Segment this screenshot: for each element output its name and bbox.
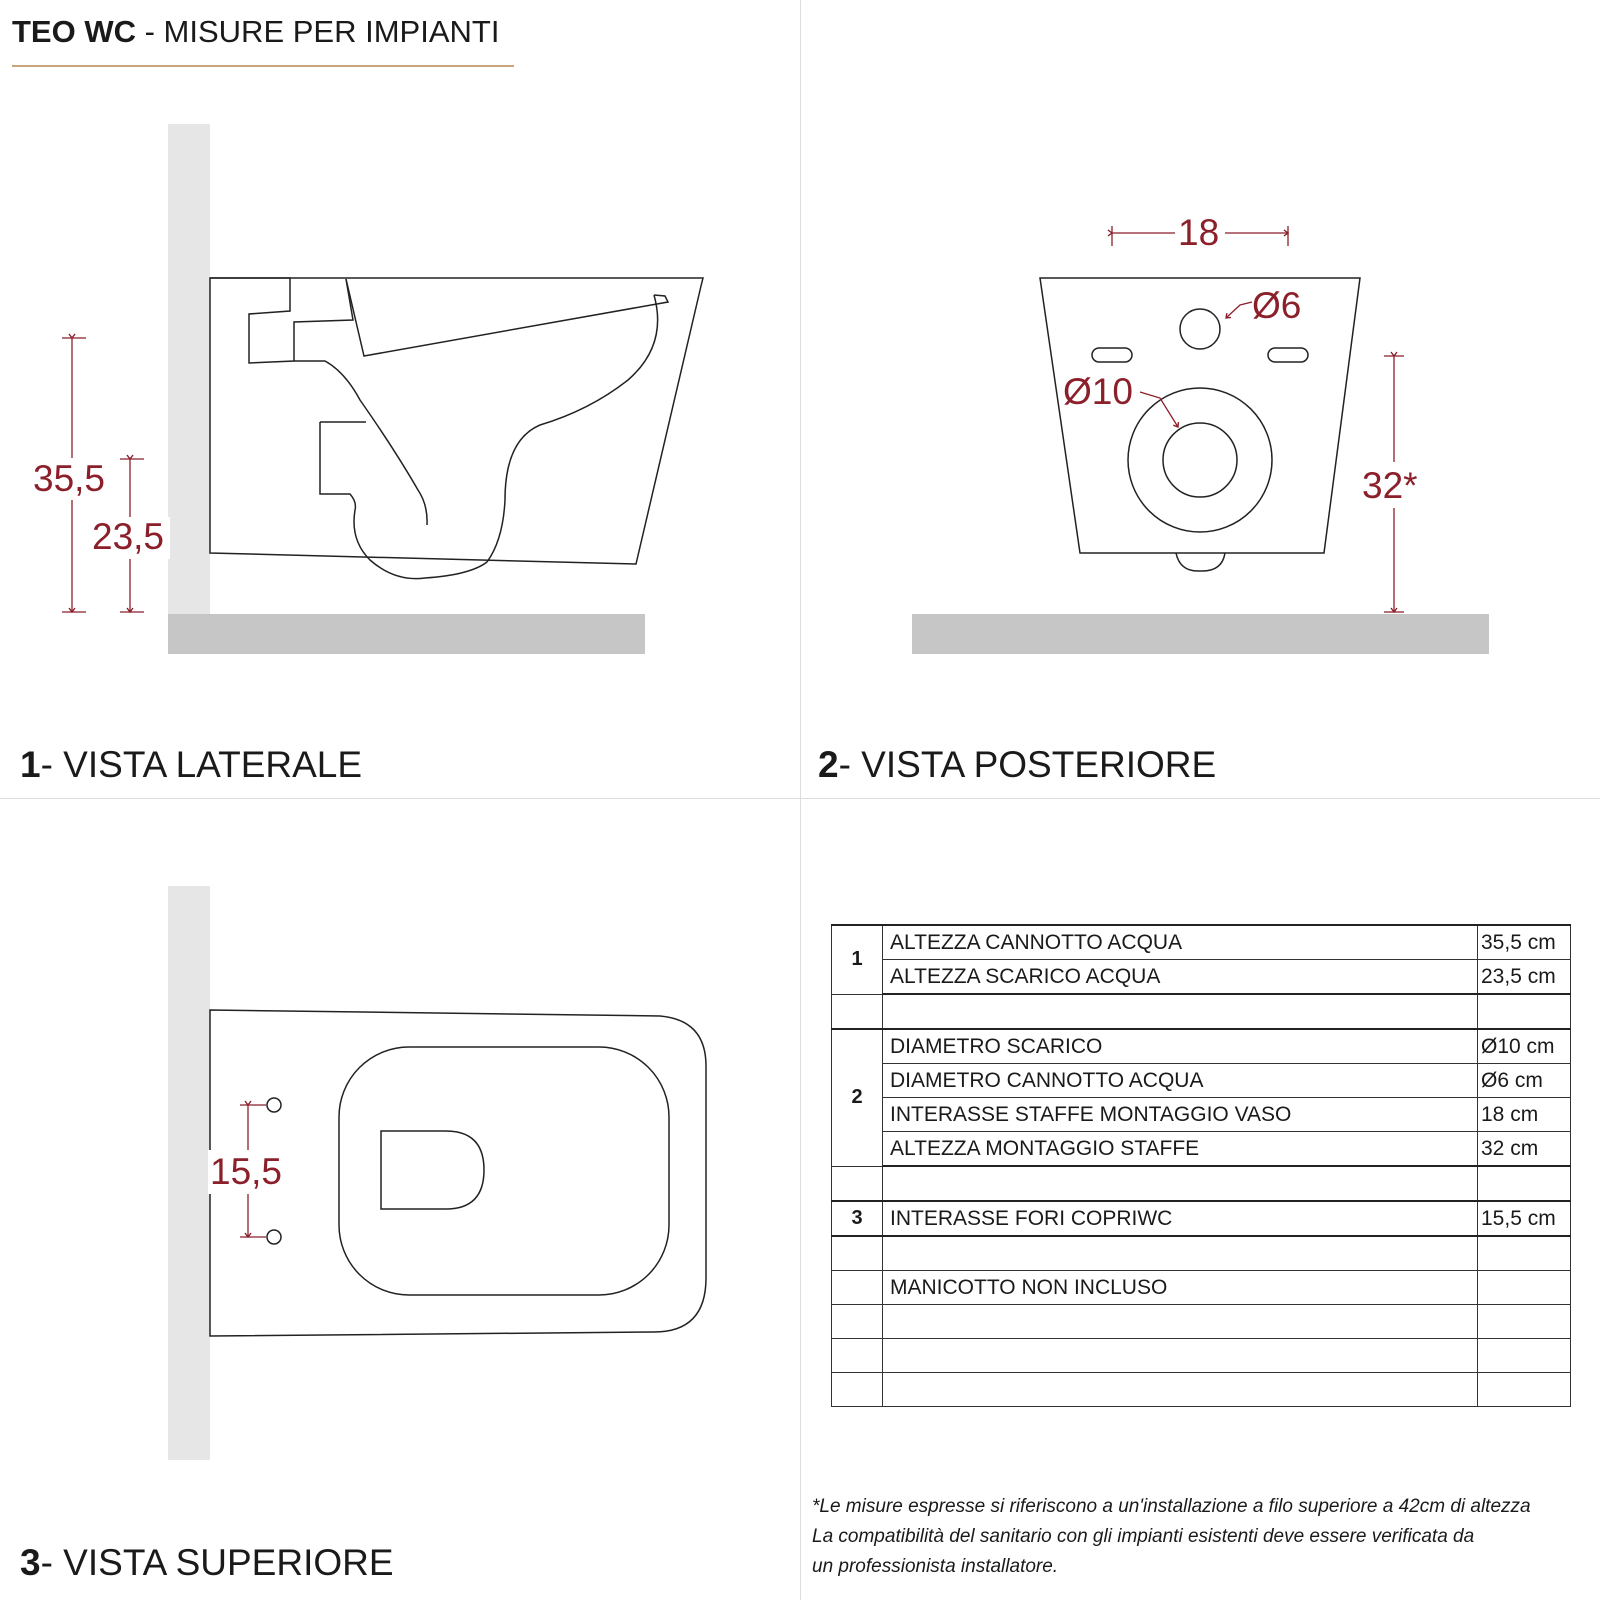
- row-value: [1478, 1373, 1571, 1407]
- view-label-side: [20, 744, 362, 786]
- dim-drain-diameter: Ø10: [1063, 371, 1133, 412]
- rear-toilet-outline: [1040, 278, 1360, 571]
- table-row: [832, 1132, 1571, 1167]
- spec-table: [831, 924, 1571, 1407]
- top-bowl-opening: [381, 1131, 484, 1209]
- row-label: ALTEZZA CANNOTTO ACQUA: [883, 925, 1478, 960]
- row-value: [1478, 1271, 1571, 1305]
- side-view-drawing: [30, 124, 703, 654]
- row-value: 15,5 cm: [1478, 1201, 1571, 1236]
- group-number: [832, 1166, 883, 1201]
- top-view-drawing: [168, 886, 706, 1460]
- top-seat-hole-lower: [267, 1230, 281, 1244]
- spec-table-container: [831, 924, 1571, 1407]
- table-row: [832, 1064, 1571, 1098]
- dim-bracket-spacing: 18: [1178, 212, 1220, 253]
- table-row: [832, 925, 1571, 960]
- table-row: [832, 1201, 1571, 1236]
- row-label: [883, 994, 1478, 1029]
- group-number: [832, 1339, 883, 1373]
- table-row: [832, 1271, 1571, 1305]
- group-number: [832, 994, 883, 1029]
- footnote-line: *Le misure espresse si riferiscono a un'installazione a filo superiore a 42cm di altezza: [812, 1496, 1531, 1517]
- row-label: MANICOTTO NON INCLUSO: [883, 1271, 1478, 1305]
- table-row: [832, 960, 1571, 995]
- footnote-line: La compatibilità del sanitario con gli impianti esistenti deve essere verificata da: [812, 1526, 1475, 1547]
- dim-water-inlet-height: 35,5: [33, 458, 106, 499]
- row-label: [883, 1373, 1478, 1407]
- row-label: ALTEZZA SCARICO ACQUA: [883, 960, 1478, 995]
- top-seat-hole-upper: [267, 1098, 281, 1112]
- row-label: ALTEZZA MONTAGGIO STAFFE: [883, 1132, 1478, 1167]
- group-number: 3: [832, 1201, 883, 1236]
- row-value: 18 cm: [1478, 1098, 1571, 1132]
- row-value: [1478, 1305, 1571, 1339]
- side-toilet-outline: [210, 278, 703, 579]
- table-row: [832, 1029, 1571, 1064]
- table-row: [832, 1339, 1571, 1373]
- view-title: - VISTA SUPERIORE: [40, 1542, 394, 1583]
- top-seat-opening: [339, 1047, 669, 1295]
- table-row: [832, 1166, 1571, 1201]
- side-wall: [168, 124, 210, 614]
- view-number: 3: [20, 1542, 41, 1583]
- rear-bracket-slot-right: [1268, 348, 1308, 362]
- row-value: Ø6 cm: [1478, 1064, 1571, 1098]
- rear-floor: [912, 614, 1489, 654]
- row-value: 32 cm: [1478, 1132, 1571, 1167]
- row-value: [1478, 994, 1571, 1029]
- row-label: INTERASSE STAFFE MONTAGGIO VASO: [883, 1098, 1478, 1132]
- rear-view-drawing: [912, 212, 1489, 654]
- row-value: Ø10 cm: [1478, 1029, 1571, 1064]
- row-value: 23,5 cm: [1478, 960, 1571, 995]
- row-label: INTERASSE FORI COPRIWC: [883, 1201, 1478, 1236]
- row-label: DIAMETRO SCARICO: [883, 1029, 1478, 1064]
- rear-drain-outer: [1128, 388, 1272, 532]
- row-label: DIAMETRO CANNOTTO ACQUA: [883, 1064, 1478, 1098]
- group-number: 1: [832, 925, 883, 994]
- row-value: [1478, 1236, 1571, 1271]
- view-title: - VISTA POSTERIORE: [838, 744, 1217, 785]
- view-number: 2: [818, 744, 839, 785]
- row-label: [883, 1339, 1478, 1373]
- row-label: [883, 1166, 1478, 1201]
- group-number: [832, 1373, 883, 1407]
- row-label: [883, 1236, 1478, 1271]
- row-value: 35,5 cm: [1478, 925, 1571, 960]
- group-number: [832, 1236, 883, 1271]
- rear-inlet-hole: [1180, 309, 1220, 349]
- view-title: - VISTA LATERALE: [40, 744, 363, 785]
- dim-inlet-diameter: Ø6: [1252, 285, 1302, 326]
- top-wall: [168, 886, 210, 1460]
- view-label-top: [20, 1542, 394, 1584]
- footnote-line: un professionista installatore.: [812, 1556, 1059, 1577]
- table-row: [832, 1098, 1571, 1132]
- row-value: [1478, 1166, 1571, 1201]
- view-label-rear: [818, 744, 1216, 786]
- rear-dimension-lines: [1112, 226, 1432, 612]
- table-row: [832, 1236, 1571, 1271]
- footnote: [812, 1492, 1531, 1582]
- dim-seat-hole-spacing: 15,5: [210, 1151, 283, 1192]
- group-number: [832, 1305, 883, 1339]
- group-number: 2: [832, 1029, 883, 1166]
- page-subtitle: - MISURE PER IMPIANTI: [144, 14, 500, 49]
- side-floor: [168, 614, 645, 654]
- group-number: [832, 1271, 883, 1305]
- table-row: [832, 994, 1571, 1029]
- rear-bracket-slot-left: [1092, 348, 1132, 362]
- dim-bracket-height: 32*: [1362, 465, 1418, 506]
- brand-name: TEO WC: [12, 14, 136, 49]
- row-label: [883, 1305, 1478, 1339]
- row-value: [1478, 1339, 1571, 1373]
- table-row: [832, 1305, 1571, 1339]
- dim-drain-height: 23,5: [92, 516, 165, 557]
- table-row: [832, 1373, 1571, 1407]
- view-number: 1: [20, 744, 41, 785]
- rear-drain-inner: [1163, 423, 1237, 497]
